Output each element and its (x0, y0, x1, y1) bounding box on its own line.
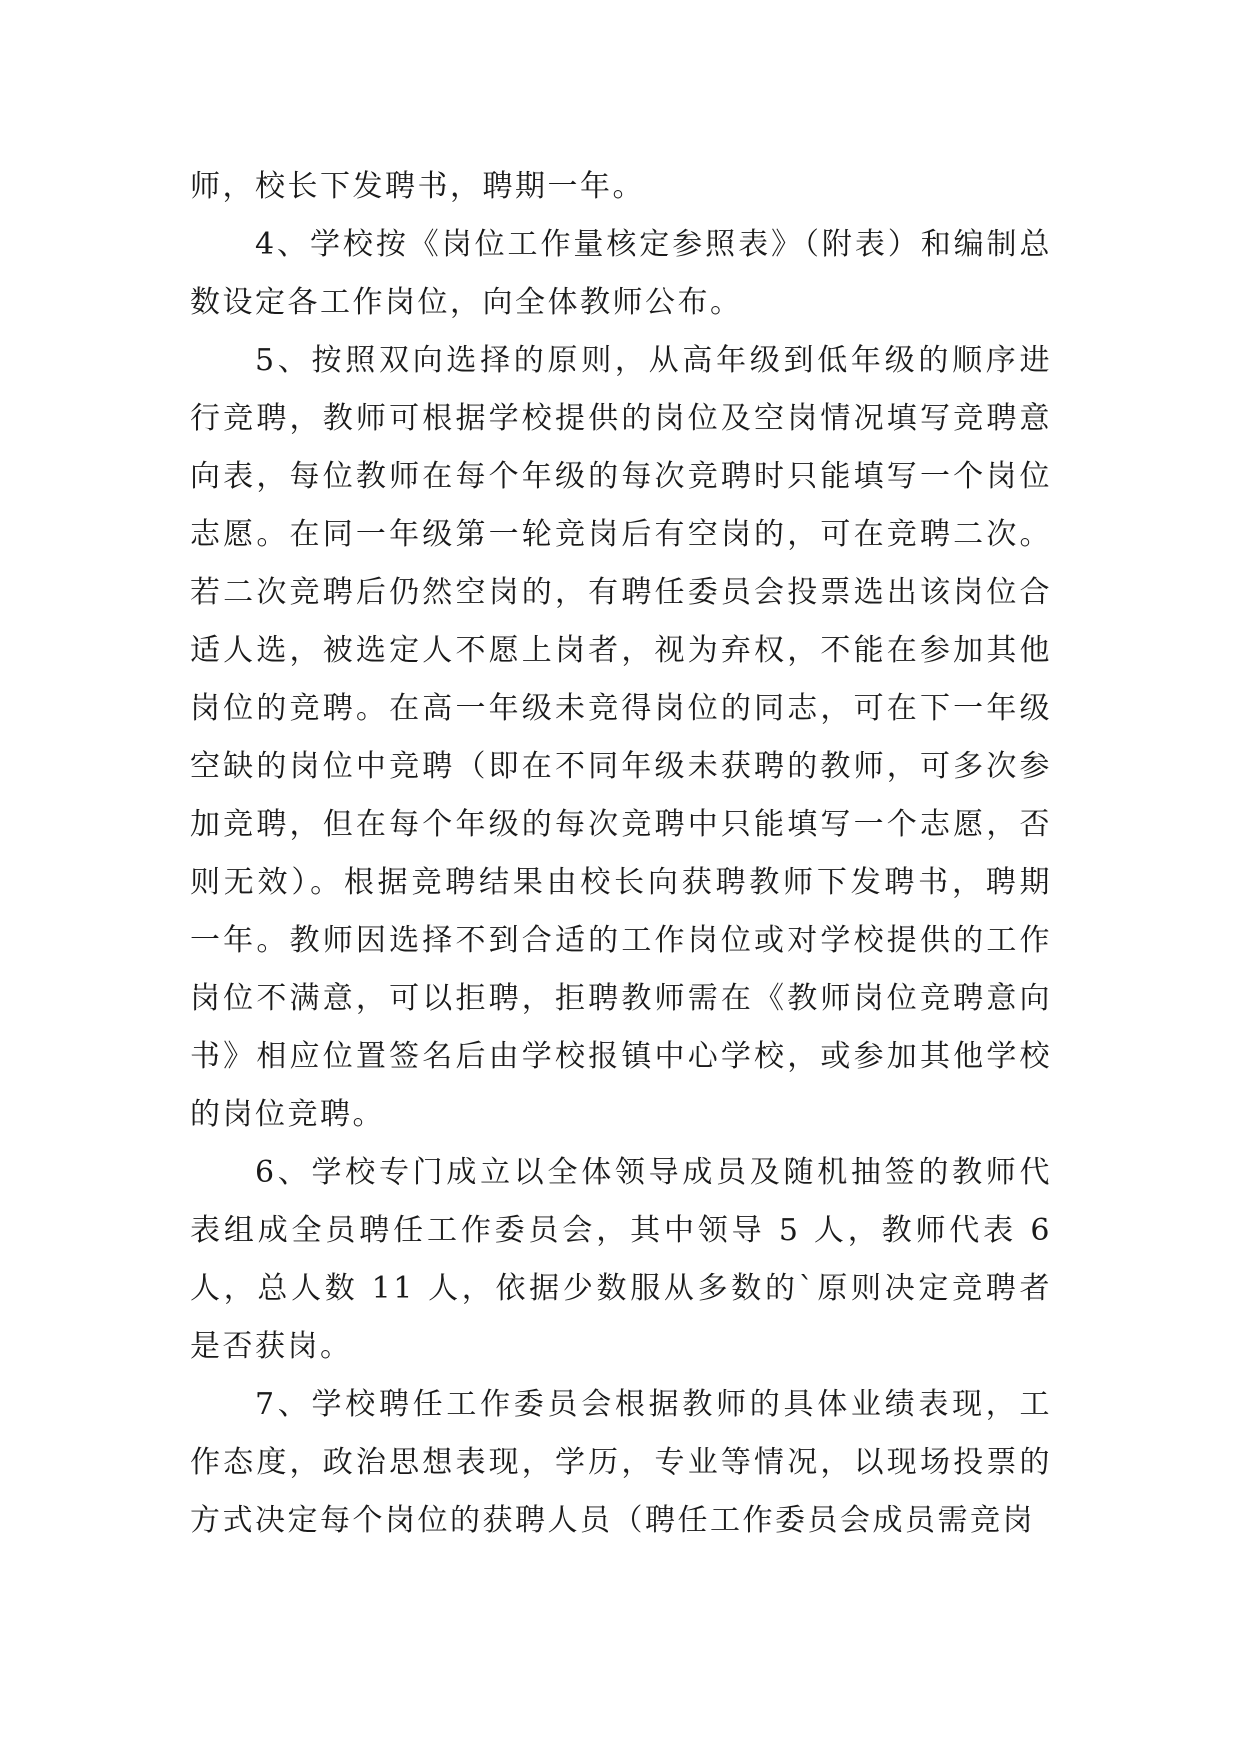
paragraph-item-6: 6、学校专门成立以全体领导成员及随机抽签的教师代表组成全员聘任工作委员会，其中领导 5 人，教师代表 6 人，总人数 11 人，依据少数服从多数的`原则决定竞聘者是否获岗。 (190, 1155, 1052, 1364)
paragraph-item-4: 4、学校按《岗位工作量核定参照表》（附表）和编制总数设定各工作岗位，向全体教师公布。 (190, 227, 1052, 320)
document-page (190, 158, 1052, 1550)
paragraph-item-7: 7、学校聘任工作委员会根据教师的具体业绩表现，工作态度，政治思想表现，学历，专业等情况，以现场投票的方式决定每个岗位的获聘人员（聘任工作委员会成员需竞岗 (190, 1387, 1052, 1538)
paragraph-continuation: 师，校长下发聘书，聘期一年。 (190, 169, 645, 204)
paragraph-item-5: 5、按照双向选择的原则，从高年级到低年级的顺序进行竞聘，教师可根据学校提供的岗位及空岗情况填写竞聘意向表，每位教师在每个年级的每次竞聘时只能填写一个岗位志愿。在同一年级第一轮竞岗后有空岗的，可在竞聘二次。若二次竞聘后仍然空岗的，有聘任委员会投票选出该岗位合适人选，被选定人不愿上岗者，视为弃权，不能在参加其他岗位的竞聘。在高一年级未竞得岗位的同志，可在下一年级空缺的岗位中竞聘（即在不同年级未获聘的教师，可多次参加竞聘，但在每个年级的每次竞聘中只能填写一个志愿，否则无效）。根据竞聘结果由校长向获聘教师下发聘书，聘期一年。教师因选择不到合适的工作岗位或对学校提供的工作岗位不满意，可以拒聘，拒聘教师需在《教师岗位竞聘意向书》相应位置签名后由学校报镇中心学校，或参加其他学校的岗位竞聘。 (190, 343, 1052, 1132)
